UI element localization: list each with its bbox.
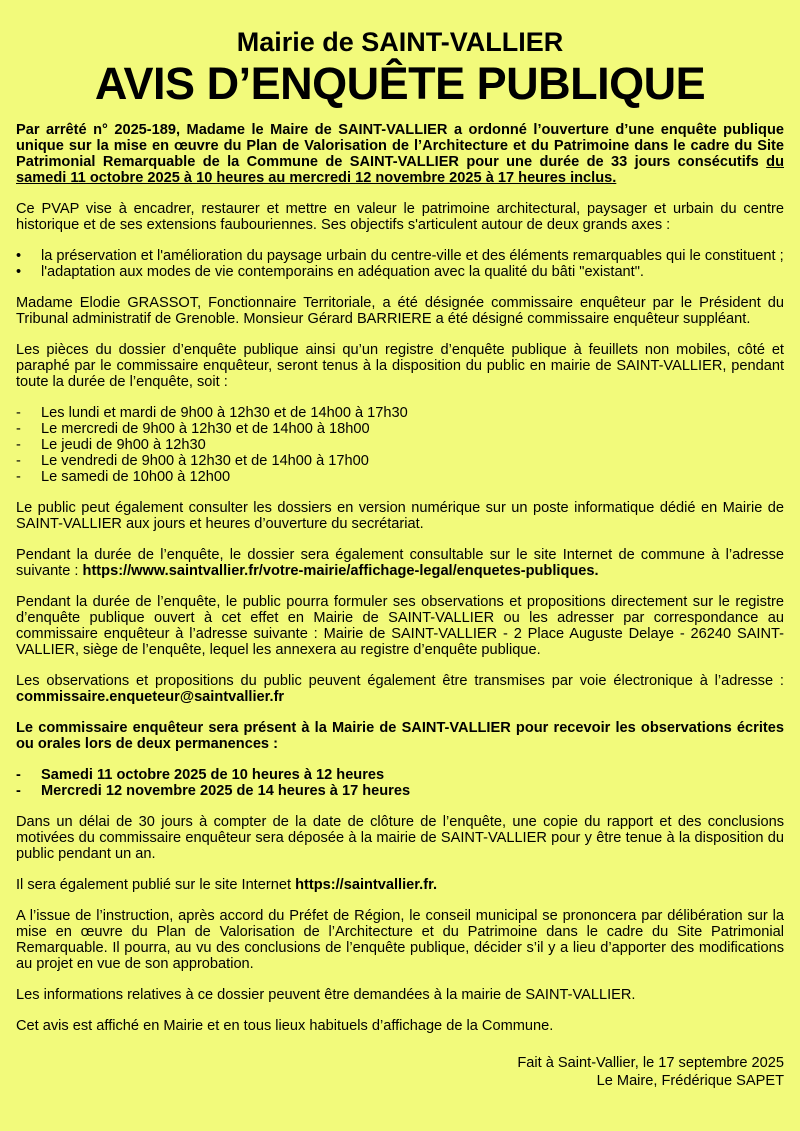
axes-list-item	[16, 248, 784, 264]
org-title: Mairie de SAINT-VALLIER	[236, 27, 564, 57]
affichage-paragraph: Cet avis est affiché en Mairie et en tous lieux habituels d’affichage de la Commune.	[16, 1018, 554, 1034]
publication-url-text: https://saintvallier.fr.	[295, 877, 438, 893]
intro-dates-underlined: du samedi 11 octobre 2025 à 10 heures au mercredi 12 novembre 2025 à 17 heures inclus.	[16, 154, 784, 186]
intro-text: Par arrêté n° 2025-189, Madame le Maire de SAINT-VALLIER a ordonné l’ouverture d’une enquête publique unique sur la mise en œuvre du Plan de Valorisation de l’Architecture et du Patrimoine dans le cadre du Site Patrimonial Remarquable de la Commune de SAINT-VALLIER pour une durée de 33 jours consécutifs	[16, 122, 784, 170]
dash-marker: -	[16, 405, 21, 421]
signature-block	[16, 1054, 784, 1090]
horaires-item-text: Le jeudi de 9h00 à 12h30	[41, 437, 206, 453]
horaires-list-item	[16, 437, 784, 453]
axes-list	[16, 248, 784, 280]
pvap-objectives-paragraph: Ce PVAP vise à encadrer, restaurer et mettre en valeur le patrimoine architectural, paysager et urbain du centre historique et de ses extensions faubouriennes. Ses objectifs s'articulent autour de deux grands axes :	[16, 201, 784, 233]
permanences-item-text: Samedi 11 octobre 2025 de 10 heures à 12 heures	[41, 767, 385, 783]
consultation-numerique-paragraph: Le public peut également consulter les dossiers en version numérique sur un poste informatique dédié en Mairie de SAINT-VALLIER aux jours et heures d’ouverture du secrétariat.	[16, 500, 784, 532]
informations-paragraph: Les informations relatives à ce dossier peuvent être demandées à la mairie de SAINT-VALLIER.	[16, 987, 636, 1003]
horaires-item-text: Le vendredi de 9h00 à 12h30 et de 14h00 à 17h00	[41, 453, 369, 469]
bullet-marker: •	[16, 248, 22, 264]
permanences-intro-paragraph: Le commissaire enquêteur sera présent à la Mairie de SAINT-VALLIER pour recevoir les observations écrites ou orales lors de deux permanences :	[16, 720, 784, 752]
email-paragraph	[16, 673, 784, 705]
dash-marker: -	[16, 437, 21, 453]
permanences-item-text: Mercredi 12 novembre 2025 de 14 heures à 17 heures	[41, 783, 411, 799]
publication-intro-text: Il sera également publié sur le site Internet	[16, 877, 292, 893]
site-intro-text: Pendant la durée de l’enquête, le dossier sera également consultable sur le site Internet de commune à l’adresse suivante :	[16, 547, 784, 579]
signature-name-line: Le Maire, Frédérique SAPET	[596, 1073, 784, 1089]
permanences-list-item	[16, 767, 784, 783]
permanences-list	[16, 767, 784, 799]
horaires-list	[16, 405, 784, 485]
intro-paragraph	[16, 122, 784, 186]
dash-marker: -	[16, 767, 21, 783]
email-address-text: commissaire.enqueteur@saintvallier.fr	[16, 689, 285, 705]
axes-item-text: la préservation et l'amélioration du paysage urbain du centre-ville et des éléments remarquables qui le constituent ;	[41, 248, 784, 264]
permanences-list-item	[16, 783, 784, 799]
publication-paragraph	[16, 877, 784, 893]
site-url-text: https://www.saintvallier.fr/votre-mairie/affichage-legal/enquetes-publiques.	[82, 563, 599, 579]
horaires-list-item	[16, 405, 784, 421]
signature-date-line: Fait à Saint-Vallier, le 17 septembre 2025	[517, 1055, 784, 1071]
dossier-paragraph: Les pièces du dossier d’enquête publique ainsi qu’un registre d’enquête publique à feuillets non mobiles, côté et paraphé par le commissaire enquêteur, seront tenus à la disposition du public en mairie de SAINT-VALLIER, pendant toute la durée de l’enquête, soit :	[16, 342, 784, 390]
site-internet-paragraph	[16, 547, 784, 579]
axes-list-item	[16, 264, 784, 280]
dash-marker: -	[16, 453, 21, 469]
horaires-list-item	[16, 453, 784, 469]
horaires-list-item	[16, 421, 784, 437]
email-intro-text: Les observations et propositions du public peuvent également être transmises par voie électronique à l’adresse :	[16, 673, 784, 689]
horaires-list-item	[16, 469, 784, 485]
dash-marker: -	[16, 783, 21, 799]
observations-paragraph: Pendant la durée de l’enquête, le public pourra formuler ses observations et propositions directement sur le registre d’enquête publique ouvert à cet effet en Mairie de SAINT-VALLIER ou les adresser par correspondance au commissaire enquêteur à l’adresse suivante : Mairie de SAINT-VALLIER - 2 Place Auguste Delaye - 26240 SAINT-VALLIER, siège de l’enquête, lequel les annexera au registre d’enquête publique.	[16, 594, 784, 658]
horaires-item-text: Le samedi de 10h00 à 12h00	[41, 469, 231, 485]
page-title: AVIS D’ENQUÊTE PUBLIQUE	[94, 58, 706, 109]
axes-item-text: l'adaptation aux modes de vie contemporains en adéquation avec la qualité du bâti "existant".	[41, 264, 644, 280]
commissaire-paragraph: Madame Elodie GRASSOT, Fonctionnaire Territoriale, a été désignée commissaire enquêteur par le Président du Tribunal administratif de Grenoble. Monsieur Gérard BARRIERE a été désigné commissaire enquêteur suppléant.	[16, 295, 784, 327]
dash-marker: -	[16, 421, 21, 437]
dash-marker: -	[16, 469, 21, 485]
bullet-marker: •	[16, 264, 22, 280]
horaires-item-text: Le mercredi de 9h00 à 12h30 et de 14h00 à 18h00	[41, 421, 370, 437]
horaires-item-text: Les lundi et mardi de 9h00 à 12h30 et de 14h00 à 17h30	[41, 405, 408, 421]
instruction-paragraph: A l’issue de l’instruction, après accord du Préfet de Région, le conseil municipal se prononcera par délibération sur la mise en œuvre du Plan de Valorisation de l’Architecture et du Patrimoine dans le cadre du Site Patrimonial Remarquable. Il pourra, au vu des conclusions de l’enquête publique, décider s’il y a lieu d’apporter des modifications au projet en vue de son approbation.	[16, 908, 784, 972]
rapport-paragraph: Dans un délai de 30 jours à compter de la date de clôture de l’enquête, une copie du rapport et des conclusions motivées du commissaire enquêteur sera déposée à la mairie de SAINT-VALLIER pour y être tenue à la disposition du public pendant un an.	[16, 814, 784, 862]
